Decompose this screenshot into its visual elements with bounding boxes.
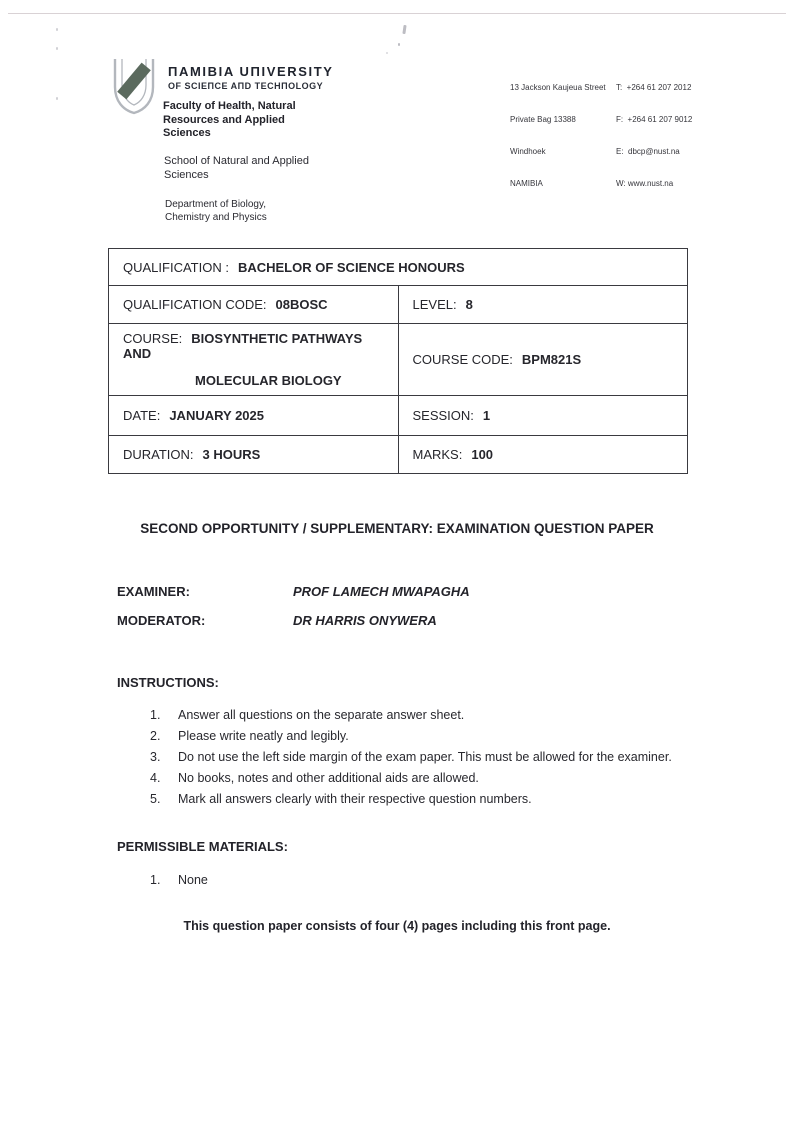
course-code-cell bbox=[398, 324, 688, 396]
scan-artifact-line bbox=[8, 13, 786, 14]
faculty-line: Faculty of Health, Natural bbox=[163, 100, 296, 112]
qualification-cell bbox=[109, 249, 688, 286]
moderator-label: MODERATOR: bbox=[117, 613, 206, 628]
marks-label: MARKS: bbox=[412, 447, 463, 462]
instruction-text: Answer all questions on the separate answer sheet. bbox=[178, 708, 465, 722]
instruction-item bbox=[150, 768, 688, 789]
permissible-materials-list bbox=[150, 870, 688, 891]
moderator-name: DR HARRIS ONYWERA bbox=[293, 613, 437, 628]
scan-artifact bbox=[398, 43, 400, 46]
course-label: COURSE: bbox=[123, 331, 183, 346]
course-info-table bbox=[108, 248, 688, 474]
address-line: 13 Jackson Kaujeua Street bbox=[510, 83, 606, 93]
instruction-text: Mark all answers clearly with their respective question numbers. bbox=[178, 792, 532, 806]
instruction-text: Please write neatly and legibly. bbox=[178, 729, 349, 743]
scan-artifact bbox=[402, 25, 406, 34]
faculty-line: Resources and Applied bbox=[163, 113, 285, 126]
table-row bbox=[109, 249, 688, 286]
qualification-label: QUALIFICATION : bbox=[123, 259, 229, 275]
course-value-line2: MOLECULAR BIOLOGY bbox=[195, 373, 342, 388]
table-row bbox=[109, 324, 688, 396]
scan-artifact bbox=[56, 97, 58, 100]
instruction-item bbox=[150, 705, 688, 726]
faculty-line: Sciences bbox=[163, 127, 211, 139]
department-name bbox=[165, 199, 267, 224]
address-line: Private Bag 13388 bbox=[510, 114, 576, 124]
scan-artifact bbox=[56, 47, 58, 50]
instruction-number: 3. bbox=[150, 750, 161, 764]
course-line1 bbox=[123, 331, 392, 361]
instruction-text: Do not use the left side margin of the exam paper. This must be allowed for the examiner. bbox=[178, 750, 672, 764]
marks-cell bbox=[398, 436, 688, 474]
contact-line-web: W: www.nust.na bbox=[616, 178, 674, 188]
school-line: School of Natural and Applied bbox=[164, 155, 309, 167]
instruction-number: 5. bbox=[150, 792, 161, 806]
course-cell bbox=[109, 324, 399, 396]
level-cell bbox=[398, 286, 688, 324]
date-value: JANUARY 2025 bbox=[169, 408, 264, 423]
session-cell bbox=[398, 396, 688, 436]
instruction-item bbox=[150, 747, 688, 768]
course-code-value: BPM821S bbox=[521, 352, 582, 367]
instruction-item bbox=[150, 789, 688, 810]
department-line: Department of Biology, bbox=[165, 199, 266, 210]
permissible-item bbox=[150, 870, 688, 891]
session-value: 1 bbox=[482, 408, 491, 423]
duration-value: 3 HOURS bbox=[202, 447, 261, 462]
department-line: Chemistry and Physics bbox=[165, 211, 267, 223]
qualification-value: BACHELOR OF SCIENCE HONOURS bbox=[237, 259, 465, 275]
permissible-number: 1. bbox=[150, 873, 161, 887]
table-row bbox=[109, 436, 688, 474]
permissible-materials-heading: PERMISSIBLE MATERIALS: bbox=[117, 839, 288, 854]
contact-line-email: E: dbcp@nust.na bbox=[616, 146, 680, 156]
examiner-label: EXAMINER: bbox=[117, 584, 190, 599]
level-label: LEVEL: bbox=[412, 297, 457, 312]
qualification-code-value: 08BOSC bbox=[275, 297, 328, 312]
instructions-list bbox=[150, 705, 688, 810]
date-cell bbox=[109, 396, 399, 436]
course-value-line1: BIOSYNTHETIC PATHWAYS AND bbox=[123, 331, 363, 361]
instruction-item bbox=[150, 726, 688, 747]
instruction-text: No books, notes and other additional aids are allowed. bbox=[178, 771, 479, 785]
course-code-label: COURSE CODE: bbox=[412, 352, 513, 367]
exam-paper-title: SECOND OPPORTUNITY / SUPPLEMENTARY: EXAMINATION QUESTION PAPER bbox=[140, 521, 654, 536]
scan-artifact bbox=[386, 52, 388, 54]
session-label: SESSION: bbox=[412, 408, 474, 423]
examiner-name: PROF LAMECH MWAPAGHA bbox=[293, 584, 470, 599]
contact-line-fax: F: +264 61 207 9012 bbox=[616, 114, 693, 124]
table-row bbox=[109, 286, 688, 324]
qualification-code-label: QUALIFICATION CODE: bbox=[123, 297, 267, 312]
university-name-sub: OF SCIEΠCE AΠD TECHΠOLOGY bbox=[168, 81, 324, 91]
school-line: Sciences bbox=[164, 168, 209, 181]
university-name: ΠAMIBIA UΠIVERSITY bbox=[168, 64, 334, 79]
page-count-note: This question paper consists of four (4) pages including this front page. bbox=[183, 919, 611, 933]
address-block bbox=[510, 62, 606, 210]
instructions-heading: INSTRUCTIONS: bbox=[117, 675, 219, 690]
instruction-number: 4. bbox=[150, 771, 161, 785]
date-label: DATE: bbox=[123, 408, 161, 423]
faculty-name bbox=[163, 100, 296, 141]
duration-cell bbox=[109, 436, 399, 474]
contact-block bbox=[616, 62, 692, 210]
address-line: NAMIBIA bbox=[510, 178, 543, 188]
marks-value: 100 bbox=[471, 447, 494, 462]
university-logo bbox=[112, 57, 156, 115]
contact-line-phone: T: +264 61 207 2012 bbox=[616, 83, 692, 93]
instruction-number: 1. bbox=[150, 708, 161, 722]
table-row bbox=[109, 396, 688, 436]
scan-artifact bbox=[56, 28, 58, 31]
instruction-number: 2. bbox=[150, 729, 161, 743]
school-name bbox=[164, 155, 309, 182]
level-value: 8 bbox=[465, 297, 473, 312]
permissible-text: None bbox=[178, 873, 208, 887]
address-line: Windhoek bbox=[510, 146, 546, 156]
duration-label: DURATION: bbox=[123, 447, 194, 462]
qualification-code-cell bbox=[109, 286, 399, 324]
